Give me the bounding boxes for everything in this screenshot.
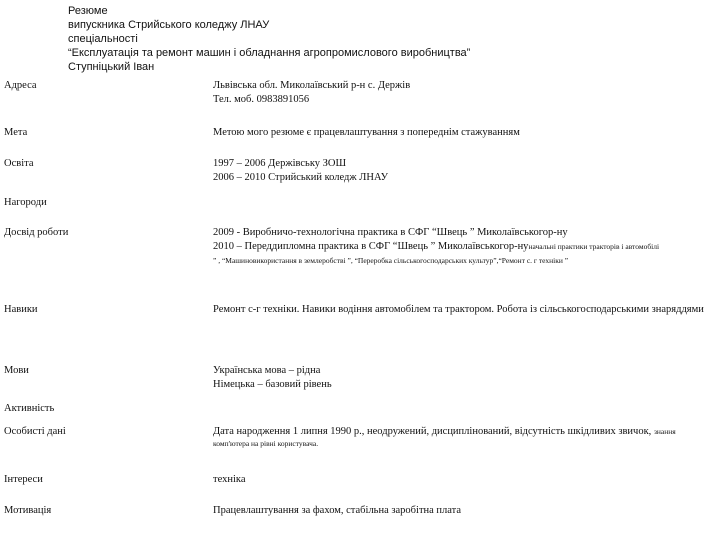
education-line-school: 1997 – 2006 Держівську ЗОШ bbox=[213, 158, 347, 169]
skills-label: Навики bbox=[4, 304, 38, 315]
experience-label: Досвід роботи bbox=[4, 227, 69, 238]
resume-header bbox=[68, 4, 470, 74]
specialty-name: “Експлуатація та ремонт машин і обладнання агропромислового виробництва” bbox=[68, 47, 471, 59]
experience-line-2009: 2009 - Виробничо-технологічна практика в СФГ “Швець ” Миколаївськогор-ну bbox=[213, 227, 568, 238]
language-german: Німецька – базовий рівень bbox=[213, 379, 332, 390]
language-native: Українська мова – рідна bbox=[213, 365, 321, 376]
awards-label: Нагороди bbox=[4, 197, 47, 208]
resume-title: Резюме bbox=[68, 5, 108, 17]
education-label: Освіта bbox=[4, 158, 34, 169]
activity-label: Активність bbox=[4, 403, 55, 414]
interests-text: техніка bbox=[213, 474, 246, 485]
specialty-label: спеціальності bbox=[68, 33, 138, 45]
languages-label: Мови bbox=[4, 365, 29, 376]
personal-line-2: комп'ютера на рівні користувача. bbox=[213, 439, 319, 448]
personal-line-1: Дата народження 1 липня 1990 р., неодружений, дисциплінований, відсутність шкідливих звичок, знання bbox=[213, 426, 676, 437]
experience-line-2010: 2010 – Переддипломна практика в СФГ “Швець ” Миколаївськогор-нуначальні практики тракторів і автомобілі bbox=[213, 241, 660, 252]
education-line-college: 2006 – 2010 Стрийський коледж ЛНАУ bbox=[213, 172, 389, 183]
graduate-line: випускника Стрийського коледжу ЛНАУ bbox=[68, 19, 270, 31]
phone-line: Тел. моб. 0983891056 bbox=[213, 94, 310, 105]
address-line: Львівська обл. Миколаївський р-н с. Держів bbox=[213, 80, 411, 91]
person-name: Ступніцький Іван bbox=[68, 61, 155, 73]
motivation-label: Мотивація bbox=[4, 505, 52, 516]
interests-label: Інтереси bbox=[4, 474, 43, 485]
address-label: Адреса bbox=[4, 80, 37, 91]
experience-subjects: ” , “Машиновикористання в землеробстві ”, “Переробка сільськогосподарських культур”,“Ремонт с. г техніки ” bbox=[213, 256, 569, 265]
personal-label: Особисті дані bbox=[4, 426, 66, 437]
skills-text: Ремонт с-г техніки. Навики водіння автомобілем та трактором. Робота із сільськогосподарськими знаряддями bbox=[213, 304, 704, 315]
goal-label: Мета bbox=[4, 127, 28, 138]
motivation-text: Працевлаштування за фахом, стабільна заробітна плата bbox=[213, 505, 462, 516]
goal-text: Метою мого резюме є працевлаштування з попереднім стажуванням bbox=[213, 127, 520, 138]
